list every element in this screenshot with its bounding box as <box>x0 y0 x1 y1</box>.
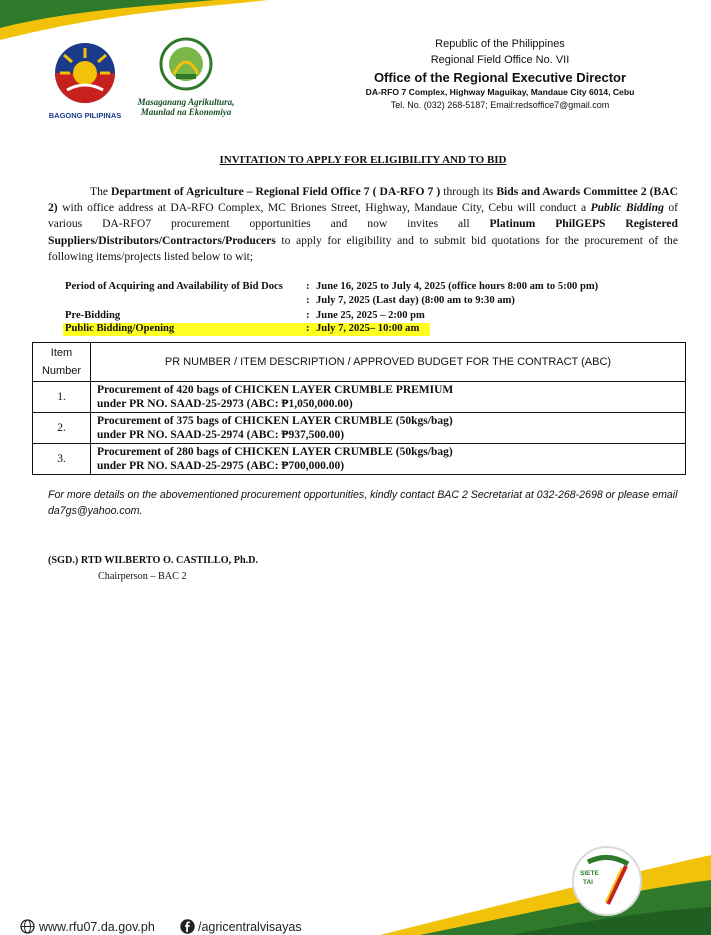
table-row <box>33 413 686 444</box>
intro-paragraph <box>48 184 678 265</box>
top-left-swoosh <box>0 0 270 40</box>
signatory-name: (SGD.) RTD WILBERTO O. CASTILLO, Ph.D. <box>48 555 259 566</box>
schedule-value-2: July 7, 2025 (Last day) (8:00 am to 9:30 am) <box>316 295 515 306</box>
row-line-1: Procurement of 375 bags of CHICKEN LAYER CRUMBLE (50kgs/bag) <box>97 415 453 427</box>
schedule-colon-4: : <box>306 323 310 334</box>
row-line-2: under PR NO. SAAD-25-2973 (ABC: ₱1,050,000.00) <box>97 398 353 410</box>
da-emblem-icon <box>132 36 240 92</box>
bagong-pilipinas-emblem-icon <box>42 40 128 106</box>
intro-text-3: with office address at DA-RFO Complex, MC Briones Street, Highway, Mandaue City, Cebu will conduct a <box>57 201 591 215</box>
row-description <box>91 444 686 475</box>
schedule-colon-2: : <box>306 295 310 306</box>
intro-public-bidding: Public Bidding <box>590 201 664 215</box>
footer-website[interactable] <box>20 919 155 934</box>
header-number-label: Number <box>41 365 82 377</box>
da-logo <box>132 36 240 120</box>
row-number: 3. <box>33 444 91 475</box>
globe-icon <box>20 919 35 934</box>
bottom-right-swoosh <box>380 835 711 935</box>
bagong-pilipinas-text: BAGONG PILIPINAS <box>48 111 122 120</box>
facebook-text: /agricentralvisayas <box>198 919 302 934</box>
intro-bac: Bids and Awards Committee 2 (BAC 2) <box>48 185 678 215</box>
siete-tai-badge <box>572 846 642 916</box>
intro-text-1: The <box>90 185 112 198</box>
schedule-value-1: June 16, 2025 to July 4, 2025 (office hours 8:00 am to 5:00 pm) <box>316 281 599 292</box>
intro-text-2: through its <box>440 185 497 198</box>
row-line-2: under PR NO. SAAD-25-2975 (ABC: ₱700,000.00) <box>97 460 345 472</box>
header-item-label: Item <box>50 347 73 359</box>
facebook-icon <box>180 919 195 934</box>
schedule-value-3: June 25, 2025 – 2:00 pm <box>316 310 425 321</box>
schedule-colon-3: : <box>306 310 310 321</box>
table-row <box>33 382 686 413</box>
schedule-colon-1: : <box>306 281 310 292</box>
header-description: PR NUMBER / ITEM DESCRIPTION / APPROVED BUDGET FOR THE CONTRACT (ABC) <box>91 343 686 382</box>
row-description <box>91 382 686 413</box>
row-number: 2. <box>33 413 91 444</box>
da-tagline-1: Masaganang Agrikultura, <box>137 97 235 107</box>
schedule-label-4: Public Bidding/Opening <box>65 323 175 334</box>
intro-agency: Department of Agriculture – Regional Field Office 7 ( DA-RFO 7 ) <box>111 185 441 198</box>
row-line-1: Procurement of 280 bags of CHICKEN LAYER CRUMBLE (50kgs/bag) <box>97 446 453 458</box>
row-description <box>91 413 686 444</box>
items-table <box>32 342 686 475</box>
header-line-2: Regional Field Office No. VII <box>430 54 570 66</box>
row-number: 1. <box>33 382 91 413</box>
header-item-number <box>33 343 91 382</box>
bagong-pilipinas-logo <box>42 40 128 120</box>
da-tagline-2: Maunlad na Ekonomiya <box>140 107 232 117</box>
siete-text: SIETE <box>580 870 599 877</box>
table-row <box>33 444 686 475</box>
tai-text: TAI <box>583 879 593 886</box>
header-line-3: Office of the Regional Executive Director <box>373 70 627 85</box>
page-title: INVITATION TO APPLY FOR ELIGIBILITY AND TO BID <box>219 154 507 166</box>
website-text: www.rfu07.da.gov.ph <box>39 919 155 934</box>
table-header-row <box>33 343 686 382</box>
intro-text-5: to apply for eligibility and to submit bid quotations for the procurement of the following items/projects listed below to wit; <box>48 233 678 263</box>
contact-note: For more details on the abovementioned procurement opportunities, kindly contact BAC 2 Secretariat at 032-268-2698 or please email da7gs@yahoo.com. <box>48 489 678 517</box>
schedule-label-3: Pre-Bidding <box>65 310 121 321</box>
schedule-value-4: July 7, 2025– 10:00 am <box>316 323 420 334</box>
intro-text-4: of various DA-RFO7 procurement opportunities and now invites all <box>48 201 679 231</box>
header-line-1: Republic of the Philippines <box>435 38 565 50</box>
intro-suppliers: Platinum PhilGEPS Registered Suppliers/Distributors/Contractors/Producers <box>48 217 678 247</box>
schedule-label-1: Period of Acquiring and Availability of Bid Docs <box>65 281 283 292</box>
header-line-5: Tel. No. (032) 268-5187; Email:redsoffice7@gmail.com <box>390 100 610 110</box>
footer-facebook[interactable] <box>180 919 302 934</box>
row-line-1: Procurement of 420 bags of CHICKEN LAYER CRUMBLE PREMIUM <box>97 384 454 396</box>
row-line-2: under PR NO. SAAD-25-2974 (ABC: ₱937,500.00) <box>97 429 345 441</box>
header-line-4: DA-RFO 7 Complex, Highway Maguikay, Mandaue City 6014, Cebu <box>365 87 635 97</box>
signatory-title: Chairperson – BAC 2 <box>98 571 187 582</box>
